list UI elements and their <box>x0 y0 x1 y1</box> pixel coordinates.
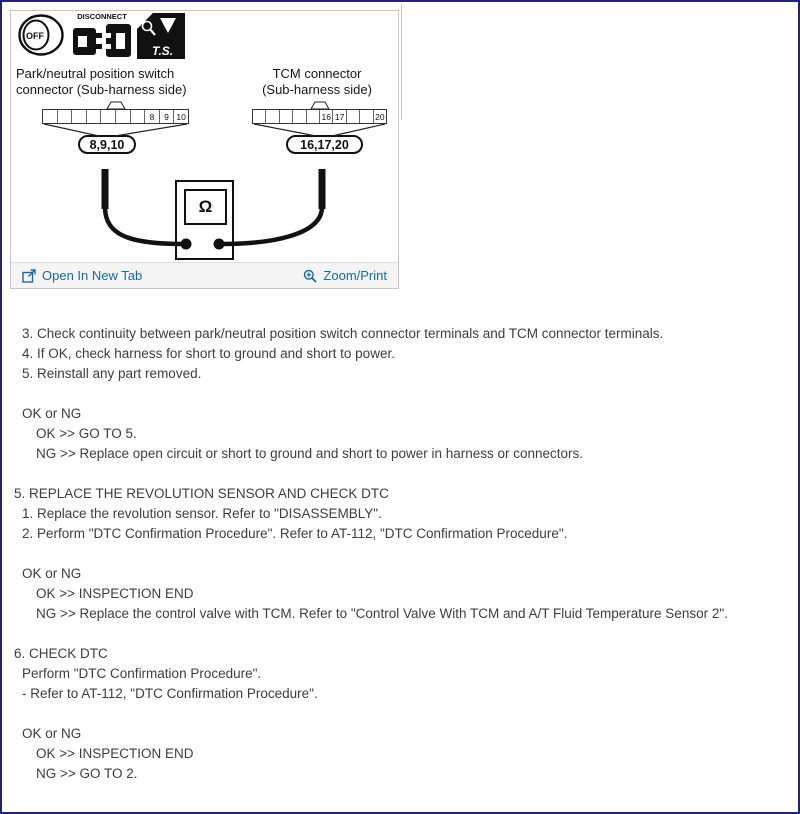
procedure-step: 5. Reinstall any part removed. <box>22 366 202 381</box>
open-in-new-tab-icon <box>22 269 36 283</box>
column-divider <box>401 4 402 120</box>
connector-cell <box>253 110 266 123</box>
procedure-step: - Refer to AT-112, "DTC Confirmation Procedure". <box>22 686 318 701</box>
connector-cell <box>266 110 279 123</box>
result-heading: OK or NG <box>22 566 82 581</box>
left-terminal-badge: 8,9,10 <box>78 135 136 154</box>
section-heading: 5. REPLACE THE REVOLUTION SENSOR AND CHECK DTC <box>14 486 389 501</box>
result-line: OK >> GO TO 5. <box>36 426 137 441</box>
ohmmeter-display: Ω <box>184 189 227 225</box>
open-in-new-tab-label: Open In New Tab <box>42 268 143 283</box>
procedure-step: 1. Replace the revolution sensor. Refer to "DISASSEMBLY". <box>22 506 382 521</box>
procedure-step: 3. Check continuity between park/neutral position switch connector terminals and TCM connector terminals. <box>22 326 664 341</box>
ignition-off-icon <box>16 13 66 57</box>
connector-cell <box>101 110 116 123</box>
left-connector-title-1: Park/neutral position switch <box>16 66 175 81</box>
zoom-icon <box>303 269 317 283</box>
connector-cell <box>280 110 293 123</box>
result-heading: OK or NG <box>22 726 82 741</box>
connector-cell <box>58 110 73 123</box>
zoom-print-link[interactable] <box>303 268 387 283</box>
connector-cell <box>360 110 373 123</box>
ts-icon <box>137 13 185 59</box>
right-connector-title-1: TCM connector <box>272 66 362 81</box>
connector-cell: 17 <box>333 110 346 123</box>
result-line: NG >> Replace the control valve with TCM. Refer to "Control Valve With TCM and A/T Fluid Temperature Sensor 2". <box>36 606 728 621</box>
open-in-new-tab-link[interactable] <box>22 268 142 283</box>
right-terminal-badge: 16,17,20 <box>286 135 363 154</box>
result-line: OK >> INSPECTION END <box>36 746 194 761</box>
disconnect-label: DISCONNECT <box>77 12 127 21</box>
right-connector-label <box>242 66 392 98</box>
connector-cell: 8 <box>145 110 160 123</box>
procedure-step: 2. Perform "DTC Confirmation Procedure". Refer to AT-112, "DTC Confirmation Procedure". <box>22 526 568 541</box>
connector-cell <box>347 110 360 123</box>
connector-cell <box>72 110 87 123</box>
right-connector-strip <box>252 109 387 124</box>
connector-cell: 9 <box>160 110 175 123</box>
right-connector-title-2: (Sub-harness side) <box>262 82 372 97</box>
result-line: OK >> INSPECTION END <box>36 586 194 601</box>
left-connector-label <box>16 66 187 98</box>
connector-cell <box>87 110 102 123</box>
connector-cell <box>307 110 320 123</box>
connector-cell <box>116 110 131 123</box>
disconnect-icon <box>68 11 136 61</box>
left-connector-strip <box>42 109 189 124</box>
connector-cell: 10 <box>176 111 186 122</box>
ohmmeter <box>175 180 234 260</box>
procedure-step: Perform "DTC Confirmation Procedure". <box>22 666 262 681</box>
zoom-print-label: Zoom/Print <box>323 268 387 283</box>
left-connector-title-2: connector (Sub-harness side) <box>16 82 187 97</box>
connector-cell <box>43 110 58 123</box>
procedure-step: 4. If OK, check harness for short to ground and short to power. <box>22 346 395 361</box>
procedure-text <box>2 324 798 784</box>
figure-toolbar <box>11 262 398 288</box>
connector-cell <box>293 110 306 123</box>
section-heading: 6. CHECK DTC <box>14 646 108 661</box>
ignition-off-label: OFF <box>26 31 44 41</box>
wiring-diagram <box>11 11 398 262</box>
result-line: NG >> GO TO 2. <box>36 766 138 781</box>
diagram-panel <box>10 10 399 289</box>
connector-cell: 20 <box>375 111 385 122</box>
connector-cell: 16 <box>320 110 333 123</box>
ts-label: T.S. <box>152 44 174 58</box>
connector-cell <box>131 110 146 123</box>
result-heading: OK or NG <box>22 406 82 421</box>
result-line: NG >> Replace open circuit or short to ground and short to power in harness or connectors. <box>36 446 584 461</box>
